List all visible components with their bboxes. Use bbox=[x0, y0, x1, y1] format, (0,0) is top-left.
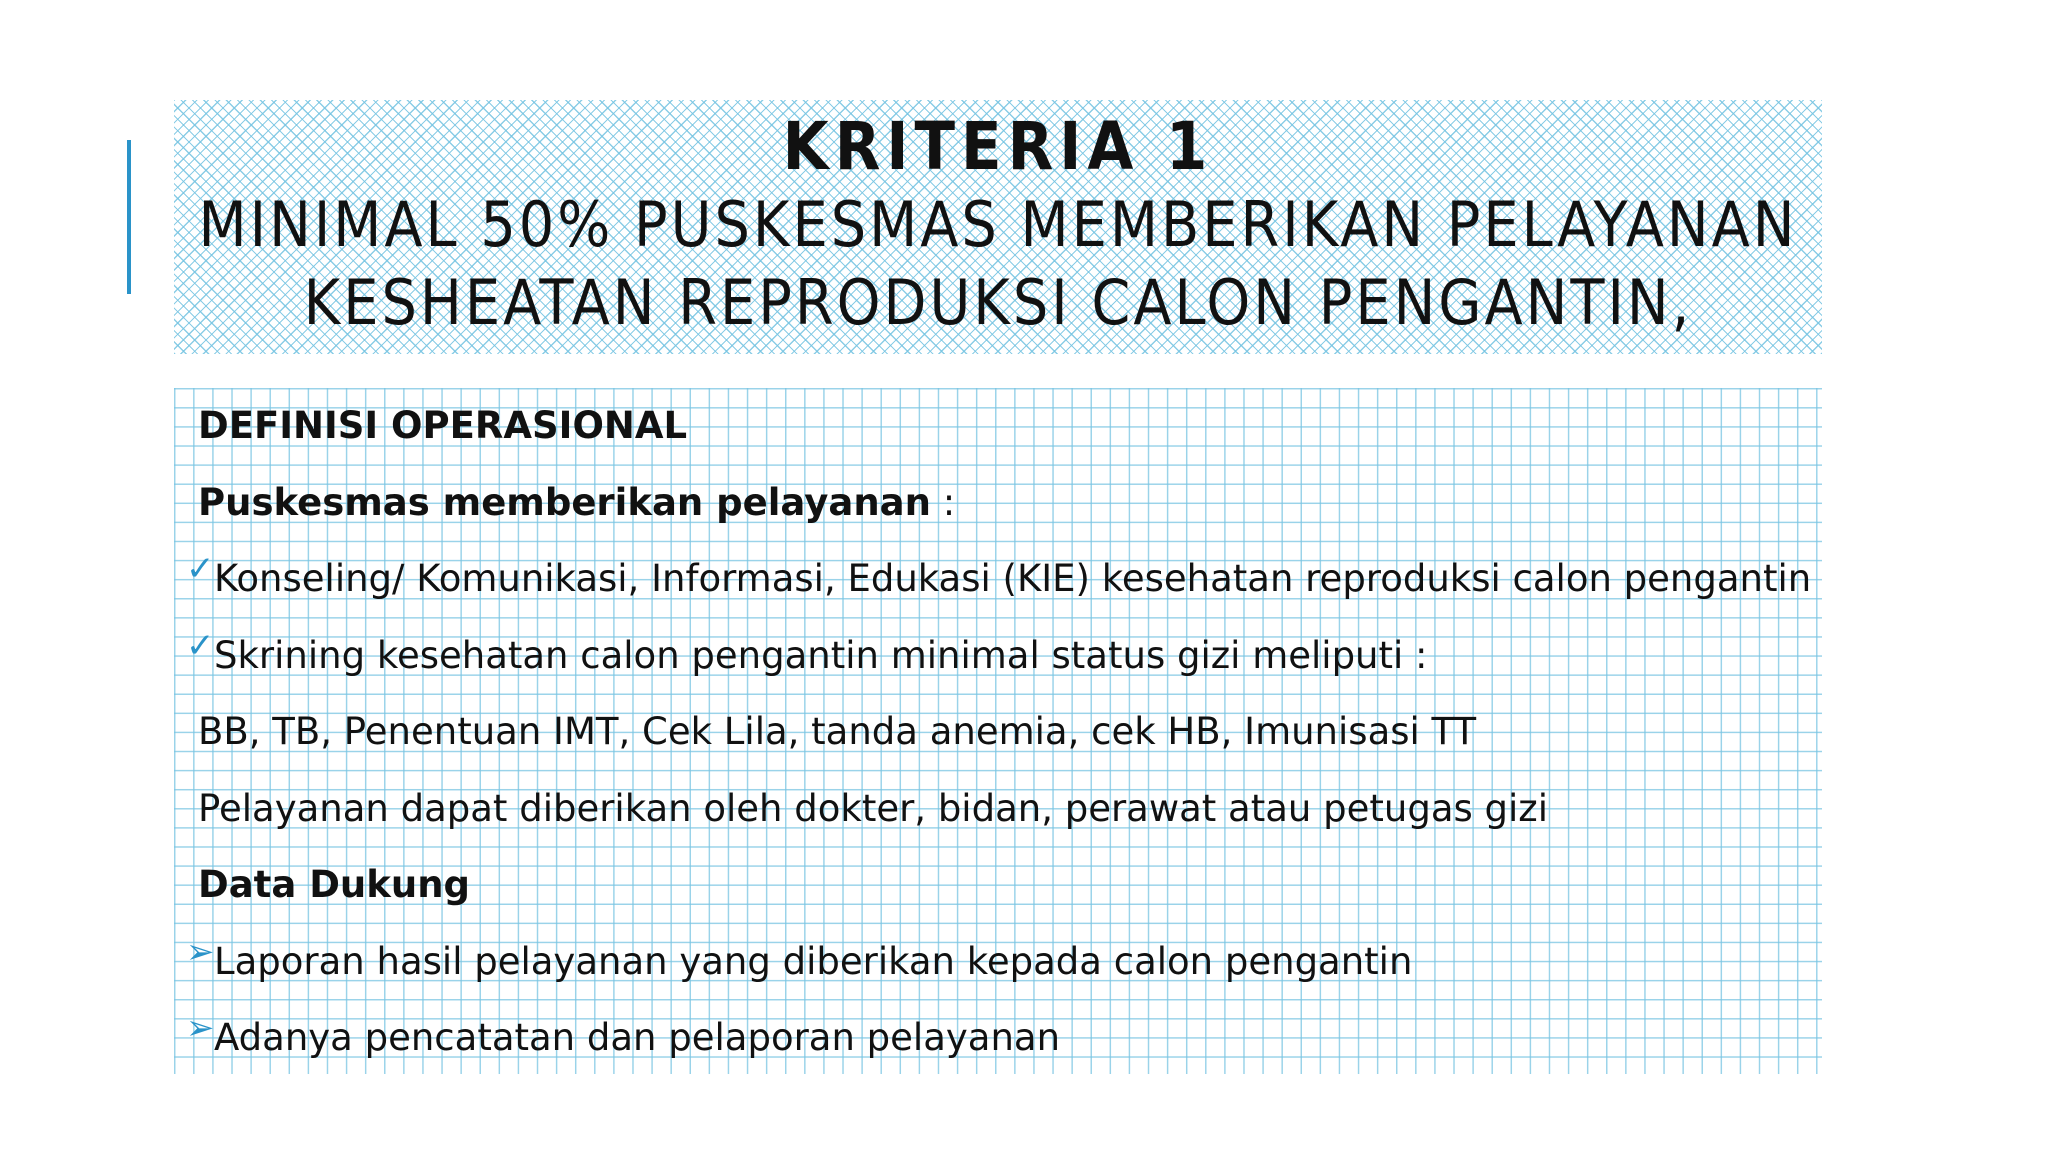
checklist-item-label: Skrining kesehatan calon pengantin minimal status gizi meliputi : bbox=[214, 633, 1428, 677]
support-item-label: Adanya pencatatan dan pelaporan pelayanan bbox=[214, 1016, 1061, 1059]
checklist-item-label: Konseling/ Komunikasi, Informasi, Edukasi (KIE) kesehatan reproduksi calon pengantin bbox=[214, 557, 1812, 600]
title-panel bbox=[174, 100, 1822, 354]
title-heading: KRITERIA 1 bbox=[782, 108, 1214, 185]
support-heading: Data Dukung bbox=[198, 863, 471, 906]
content-body bbox=[186, 388, 1818, 1077]
content-panel bbox=[174, 388, 1822, 1074]
check-icon: ✓ bbox=[186, 549, 215, 589]
arrow-bullet-icon: ➢ bbox=[186, 1008, 215, 1048]
provider-note: Pelayanan dapat diberikan oleh dokter, bidan, perawat atau petugas gizi bbox=[198, 786, 1548, 830]
accent-bar bbox=[127, 140, 131, 294]
checklist-item-screening bbox=[186, 618, 1818, 695]
services-label: Puskesmas memberikan pelayanan bbox=[198, 480, 931, 524]
support-item-report bbox=[186, 924, 1818, 1001]
title-line-1: MINIMAL 50% PUSKESMAS MEMBERIKAN PELAYANAN bbox=[198, 188, 1798, 261]
services-line bbox=[198, 465, 1818, 542]
title-line-2: KESHEATAN REPRODUKSI CALON PENGANTIN, bbox=[303, 266, 1693, 339]
support-item-label: Laporan hasil pelayanan yang diberikan kepada calon pengantin bbox=[214, 939, 1413, 983]
support-item-recording bbox=[186, 1000, 1818, 1077]
checklist-item-kie bbox=[186, 541, 1818, 618]
screening-items: BB, TB, Penentuan IMT, Cek Lila, tanda anemia, cek HB, Imunisasi TT bbox=[198, 710, 1477, 753]
arrow-bullet-icon: ➢ bbox=[186, 931, 215, 972]
services-colon: : bbox=[930, 480, 956, 524]
definition-heading: DEFINISI OPERASIONAL bbox=[198, 404, 688, 447]
check-icon: ✓ bbox=[186, 625, 215, 666]
